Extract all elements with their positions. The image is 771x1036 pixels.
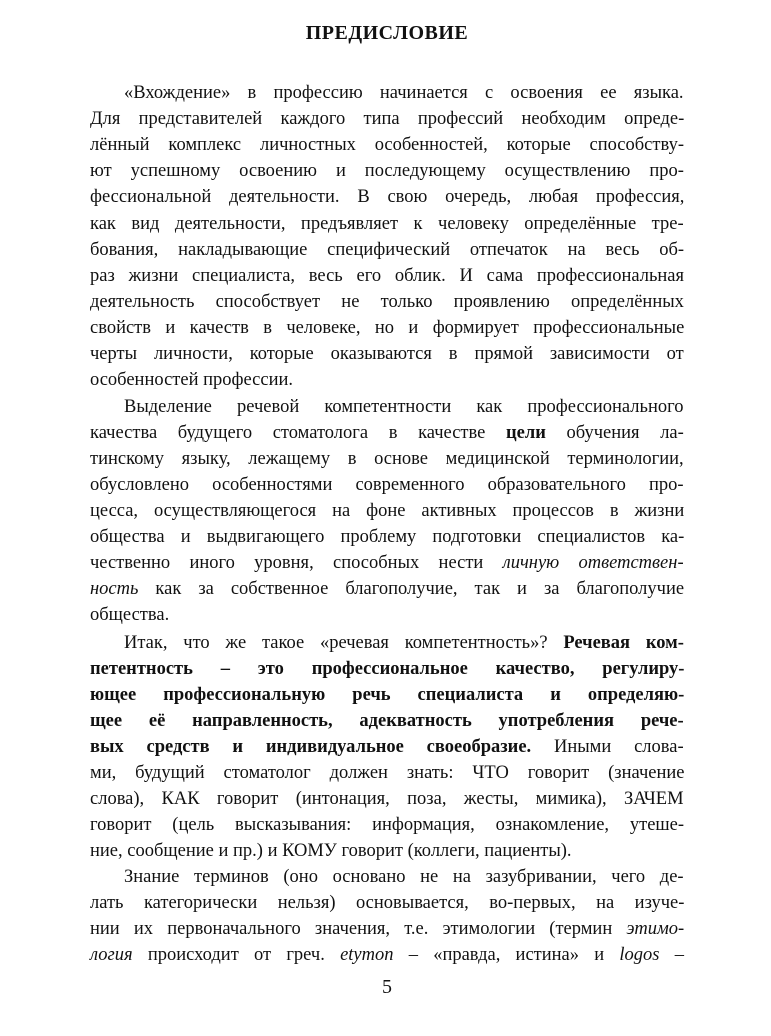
text-line <box>90 237 684 263</box>
text-run: лённый комплекс личностных особенностей, которые способству- <box>90 135 684 155</box>
text-line <box>90 576 684 602</box>
text-line <box>90 890 684 916</box>
text-run: чественно иного уровня, способных нести <box>90 553 503 573</box>
bold-text: ющее профессиональную речь специалиста и определяю- <box>90 685 685 705</box>
text-line <box>90 524 684 550</box>
text-line <box>124 630 684 656</box>
text-line <box>90 211 684 237</box>
text-run: ми, будущий стоматолог должен знать: ЧТО говорит (значение <box>90 763 685 783</box>
text-run: «Вхождение» в профессию начинается с освоения ее языка. <box>124 83 684 103</box>
text-run: нии их первоначального значения, т.е. этимологии (термин <box>90 919 627 939</box>
bold-text: щее её направленность, адекватность употребления рече- <box>90 711 684 731</box>
text-run: тинскому языку, лежащему в основе медицинской терминологии, <box>90 449 684 469</box>
text-run: Иными слова- <box>531 737 684 757</box>
text-line <box>90 760 684 786</box>
text-run: Для представителей каждого типа профессий необходим опреде- <box>90 109 685 129</box>
text-line <box>90 708 684 734</box>
text-run: слова), КАК говорит (интонация, поза, жесты, мимика), ЗАЧЕМ <box>90 789 684 809</box>
bold-text: петентность – это профессиональное качество, регулиру- <box>90 659 685 679</box>
text-run: цесса, осуществляющегося на фоне активных процессов в жизни <box>90 501 685 521</box>
text-run: свойств и качеств в человеке, но и формирует профессиональные <box>90 318 685 338</box>
text-run: бования, накладывающие специфический отпечаток на весь об- <box>90 240 685 260</box>
text-line <box>90 498 684 524</box>
text-line <box>90 682 684 708</box>
text-run: – «правда, истина» и <box>393 945 620 965</box>
text-line <box>90 420 684 446</box>
bold-text: цели <box>505 423 546 443</box>
text-run: раз жизни специалиста, весь его облик. И сама профессиональная <box>90 266 685 286</box>
text-line <box>90 472 684 498</box>
bold-text: Речевая ком- <box>563 633 684 653</box>
text-run: деятельность способствует не только проявлению определённых <box>90 292 684 312</box>
text-line <box>90 734 684 760</box>
text-line <box>90 446 684 472</box>
text-run: общества и выдвигающего проблему подготовки специалистов ка- <box>90 527 685 547</box>
text-line <box>90 132 684 158</box>
italic-text: logos <box>619 945 660 965</box>
text-line <box>124 864 684 890</box>
text-line <box>90 942 684 968</box>
text-run: ют успешному освоению и последующему осуществлению про- <box>90 161 684 181</box>
text-run: говорит (цель высказывания: информация, ознакомление, утеше- <box>90 815 685 835</box>
bold-text: вых средств и индивидуальное своеобразие. <box>90 737 532 757</box>
text-line <box>90 106 684 132</box>
text-line <box>90 916 684 942</box>
text-line <box>90 656 684 682</box>
text-run: Итак, что же такое «речевая компетентность»? <box>124 633 564 653</box>
text-run: Выделение речевой компетентности как профессионального <box>124 397 684 417</box>
text-run: качества будущего стоматолога в качестве <box>90 423 506 443</box>
text-line <box>90 812 684 838</box>
text-line <box>90 550 684 576</box>
text-line <box>124 80 684 106</box>
text-run: лать категорически нельзя) основывается, во-первых, на изуче- <box>90 893 685 913</box>
text-line <box>90 158 684 184</box>
italic-text: ность <box>90 579 139 599</box>
text-run: обусловлено особенностями современного образовательного про- <box>90 475 684 495</box>
text-run: обучения ла- <box>545 423 684 443</box>
text-line <box>90 838 572 864</box>
text-run: Знание терминов (оно основано не на зазубривании, чего де- <box>124 867 684 887</box>
page-title: ПРЕДИСЛОВИЕ <box>305 22 469 44</box>
text-line <box>90 263 684 289</box>
book-page <box>90 0 684 1036</box>
page-number: 5 <box>382 976 392 998</box>
italic-text: личную ответствен- <box>502 553 684 573</box>
text-run: как вид деятельности, предъявляет к человеку определённые тре- <box>90 214 684 234</box>
text-run: общества. <box>90 605 170 625</box>
italic-text: этимо- <box>626 919 685 939</box>
text-run: особенностей профессии. <box>90 370 294 390</box>
text-run: как за собственное благополучие, так и за благополучие <box>138 579 685 599</box>
text-line <box>90 367 293 393</box>
text-line <box>90 602 169 628</box>
italic-text: логия <box>90 945 133 965</box>
text-line <box>90 341 684 367</box>
text-line <box>124 394 684 420</box>
text-run: происходит от греч. <box>132 945 341 965</box>
text-line <box>90 786 684 812</box>
text-line <box>90 184 684 210</box>
text-run: черты личности, которые оказываются в прямой зависимости от <box>90 344 684 364</box>
text-run: фессиональной деятельности. В свою очередь, любая профессия, <box>90 187 685 207</box>
text-line <box>90 289 684 315</box>
italic-text: etymon <box>340 945 394 965</box>
text-run: – <box>659 945 684 965</box>
text-line <box>90 315 684 341</box>
text-run: ние, сообщение и пр.) и КОМУ говорит (коллеги, пациенты). <box>90 841 572 861</box>
